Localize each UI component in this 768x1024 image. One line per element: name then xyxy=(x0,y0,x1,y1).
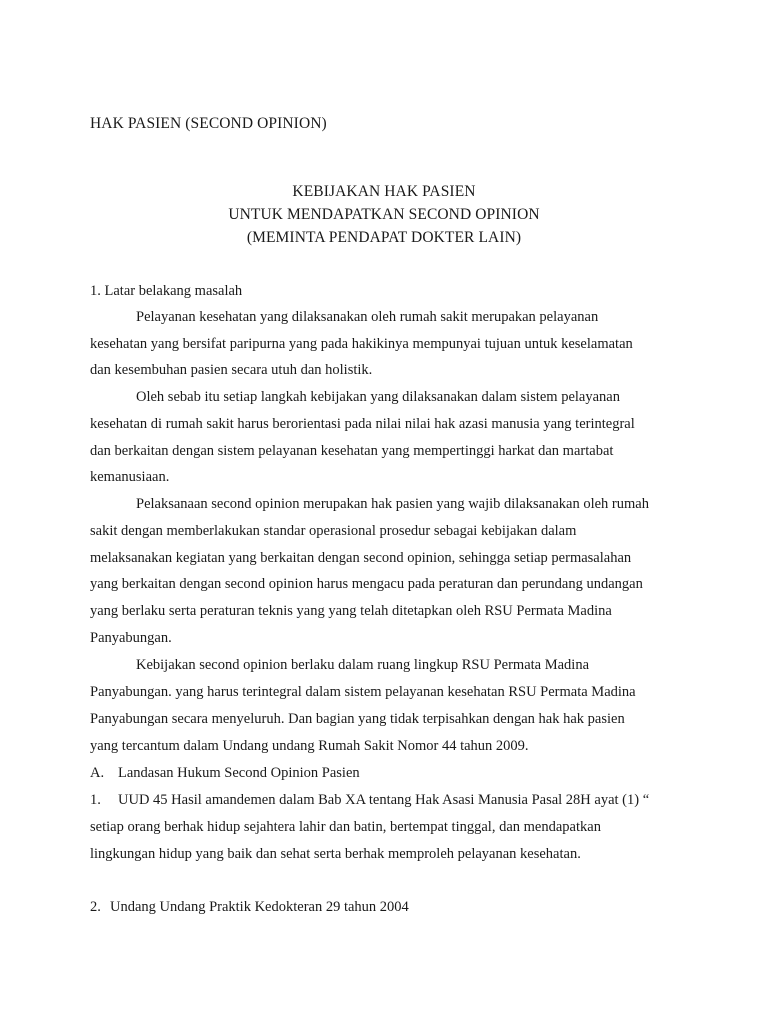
paragraph-line: Kebijakan second opinion berlaku dalam ruang lingkup RSU Permata Madina xyxy=(136,657,590,673)
paragraph-line: dan kesembuhan pasien secara utuh dan holistik. xyxy=(90,362,373,378)
policy-title-line: KEBIJAKAN HAK PASIEN xyxy=(292,183,476,200)
policy-title-line: (MEMINTA PENDAPAT DOKTER LAIN) xyxy=(246,229,522,246)
list-item-line: UUD 45 Hasil amandemen dalam Bab XA tentang Hak Asasi Manusia Pasal 28H ayat (1) “ xyxy=(118,792,650,808)
paragraph-line: kemanusiaan. xyxy=(90,469,170,485)
list-item-marker: 1. xyxy=(90,792,101,808)
paragraph-line: sakit dengan memberlakukan standar operasional prosedur sebagai kebijakan dalam xyxy=(90,523,577,539)
paragraph-line: Panyabungan. yang harus terintegral dalam sistem pelayanan kesehatan RSU Permata Madina xyxy=(90,684,636,700)
paragraph-line: melaksanakan kegiatan yang berkaitan dengan second opinion, sehingga setiap permasalahan xyxy=(90,550,632,566)
section-1-heading: 1. Latar belakang masalah xyxy=(90,283,243,299)
list-item-text: Undang Undang Praktik Kedokteran 29 tahun 2004 xyxy=(110,899,409,915)
section-a-heading: Landasan Hukum Second Opinion Pasien xyxy=(118,765,360,781)
policy-title-line: UNTUK MENDAPATKAN SECOND OPINION xyxy=(228,206,540,223)
paragraph-line: yang tercantum dalam Undang undang Rumah Sakit Nomor 44 tahun 2009. xyxy=(90,738,529,754)
section-a-marker: A. xyxy=(90,765,105,781)
header-title: HAK PASIEN (SECOND OPINION) xyxy=(90,115,327,132)
list-item-line: setiap orang berhak hidup sejahtera lahir dan batin, bertempat tinggal, dan mendapatkan xyxy=(90,819,601,835)
list-item-marker: 2. xyxy=(90,899,101,915)
paragraph-line: yang berlaku serta peraturan teknis yang yang telah ditetapkan oleh RSU Permata Madina xyxy=(90,603,612,619)
paragraph-line: Pelayanan kesehatan yang dilaksanakan oleh rumah sakit merupakan pelayanan xyxy=(136,309,599,325)
paragraph-line: dan berkaitan dengan sistem pelayanan kesehatan yang mempertinggi harkat dan martabat xyxy=(90,443,614,459)
paragraph-line: Pelaksanaan second opinion merupakan hak pasien yang wajib dilaksanakan oleh rumah xyxy=(136,496,649,512)
paragraph-line: kesehatan yang bersifat paripurna yang pada hakikinya mempunyai tujuan untuk keselamatan xyxy=(90,336,633,352)
list-item-line: lingkungan hidup yang baik dan sehat serta berhak memproleh pelayanan kesehatan. xyxy=(90,846,581,862)
paragraph-line: Oleh sebab itu setiap langkah kebijakan yang dilaksanakan dalam sistem pelayanan xyxy=(136,389,620,405)
paragraph-line: Panyabungan. xyxy=(90,630,172,646)
paragraph-line: yang berkaitan dengan second opinion harus mengacu pada peraturan dan perundang undangan xyxy=(90,576,643,592)
paragraph-line: kesehatan di rumah sakit harus berorientasi pada nilai nilai hak azasi manusia yang terintegral xyxy=(90,416,635,432)
paragraph-line: Panyabungan secara menyeluruh. Dan bagian yang tidak terpisahkan dengan hak hak pasien xyxy=(90,711,625,727)
